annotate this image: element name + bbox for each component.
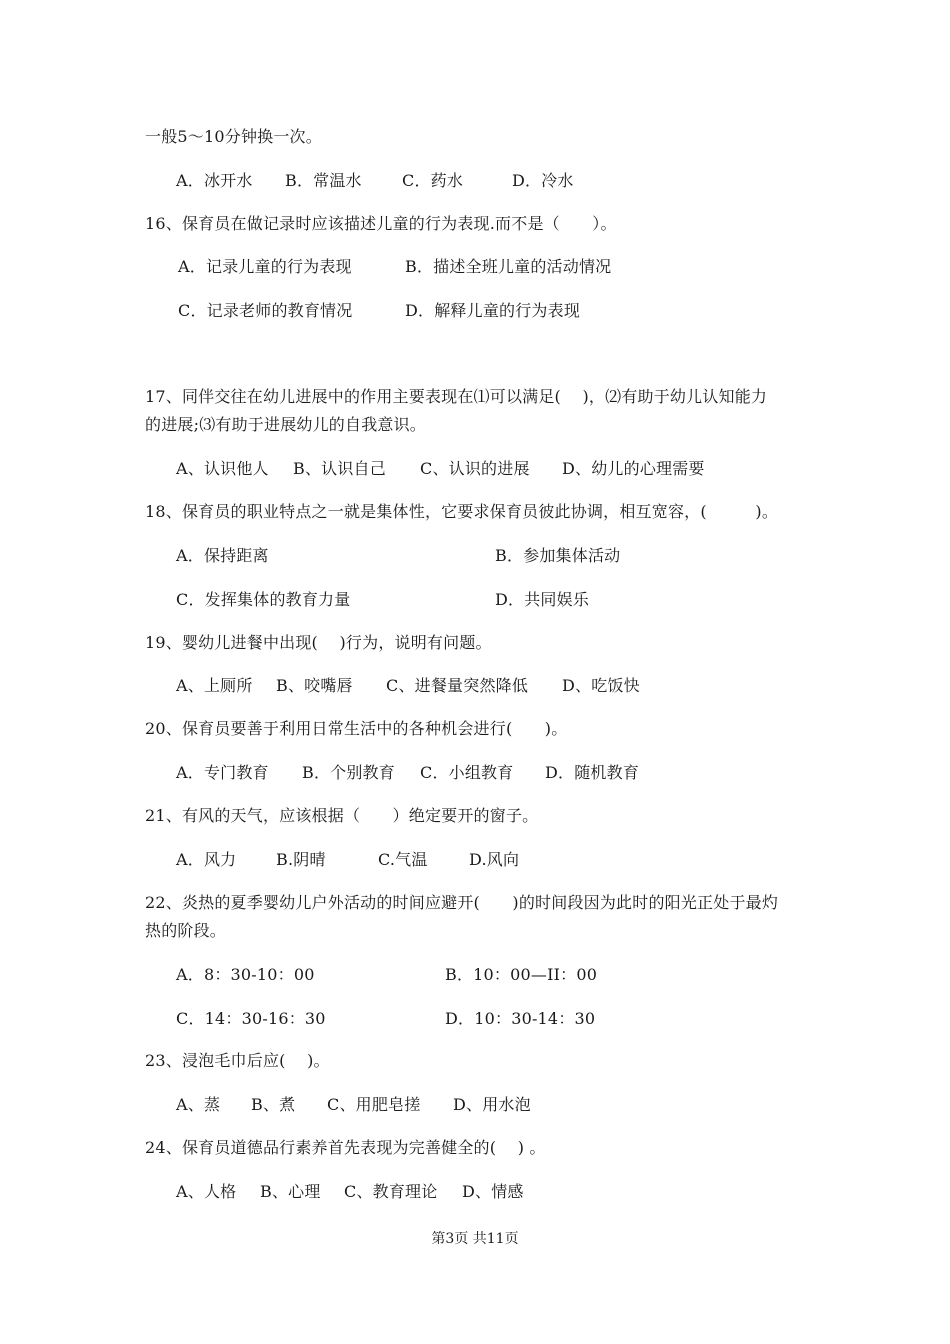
q17-option-d: D、幼儿的心理需要 (562, 459, 705, 478)
q19-option-d: D、吃饭快 (562, 676, 640, 695)
q16-option-a: A．记录儿童的行为表现 (178, 257, 352, 276)
q22-option-c: C．14：30-16：30 (176, 1009, 326, 1028)
q20-option-c: C．小组教育 (420, 763, 514, 782)
q22-stem-line2: 热的阶段。 (145, 921, 227, 940)
q24-option-b: B、心理 (260, 1182, 321, 1201)
q24-option-c: C、教育理论 (344, 1182, 438, 1201)
q23-option-d: D、用水泡 (453, 1095, 531, 1114)
continuation-text: 一般5～10分钟换一次。 (145, 127, 322, 146)
q19-option-b: B、咬嘴唇 (276, 676, 353, 695)
q15-option-c: C．药水 (402, 171, 464, 190)
q18-option-a: A．保持距离 (176, 546, 269, 565)
q23-stem: 23、浸泡毛巾后应( )。 (145, 1051, 330, 1070)
q21-option-d: D.风向 (469, 850, 520, 869)
q17-option-a: A、认识他人 (176, 459, 269, 478)
q16-stem: 16、保育员在做记录时应该描述儿童的行为表现.而不是（ ）。 (145, 214, 617, 233)
q21-option-b: B.阴晴 (276, 850, 326, 869)
q21-option-a: A．风力 (176, 850, 237, 869)
q22-stem-line1: 22、炎热的夏季婴幼儿户外活动的时间应避开( )的时间段因为此时的阳光正处于最灼 (145, 893, 779, 912)
q17-stem-line2: 的进展;⑶有助于进展幼儿的自我意识。 (145, 415, 426, 434)
q17-stem-line1: 17、同伴交往在幼儿进展中的作用主要表现在⑴可以满足( )，⑵有助于幼儿认知能力 (145, 387, 768, 406)
q24-option-d: D、情感 (462, 1182, 524, 1201)
q22-option-d: D．10：30-14：30 (445, 1009, 596, 1028)
q15-option-a: A．冰开水 (176, 171, 253, 190)
q23-option-a: A、蒸 (176, 1095, 221, 1114)
q18-option-d: D．共同娱乐 (495, 590, 590, 609)
q20-option-d: D．随机教育 (545, 763, 640, 782)
q22-option-a: A．8：30-10：00 (176, 965, 315, 984)
q18-option-b: B．参加集体活动 (495, 546, 621, 565)
q17-option-b: B、认识自己 (293, 459, 386, 478)
q15-option-d: D．冷水 (512, 171, 574, 190)
q23-option-b: B、煮 (251, 1095, 296, 1114)
q23-option-c: C、用肥皂搓 (327, 1095, 421, 1114)
q24-option-a: A、人格 (176, 1182, 237, 1201)
q16-option-b: B．描述全班儿童的活动情况 (405, 257, 612, 276)
q18-option-c: C．发挥集体的教育力量 (176, 590, 351, 609)
q19-option-a: A、上厕所 (176, 676, 253, 695)
q19-option-c: C、进餐量突然降低 (386, 676, 529, 695)
q20-option-b: B．个别教育 (302, 763, 395, 782)
q15-option-b: B．常温水 (285, 171, 362, 190)
q20-stem: 20、保育员要善于利用日常生活中的各种机会进行( )。 (145, 719, 568, 738)
q16-option-d: D．解释儿童的行为表现 (405, 301, 581, 320)
q18-stem: 18、保育员的职业特点之一就是集体性，它要求保育员彼此协调，相互宽容，( )。 (145, 502, 779, 521)
q17-option-c: C、认识的进展 (420, 459, 530, 478)
q22-option-b: B．10：00—II：00 (445, 965, 598, 984)
q21-stem: 21、有风的天气，应该根据（ ）绝定要开的窗子。 (145, 806, 539, 825)
q16-option-c: C．记录老师的教育情况 (178, 301, 353, 320)
q20-option-a: A．专门教育 (176, 763, 269, 782)
q24-stem: 24、保育员道德品行素养首先表现为完善健全的( ) 。 (145, 1138, 546, 1157)
q19-stem: 19、婴幼儿进餐中出现( )行为，说明有问题。 (145, 633, 492, 652)
page-footer: 第3页 共11页 (431, 1231, 519, 1247)
q21-option-c: C.气温 (378, 850, 428, 869)
